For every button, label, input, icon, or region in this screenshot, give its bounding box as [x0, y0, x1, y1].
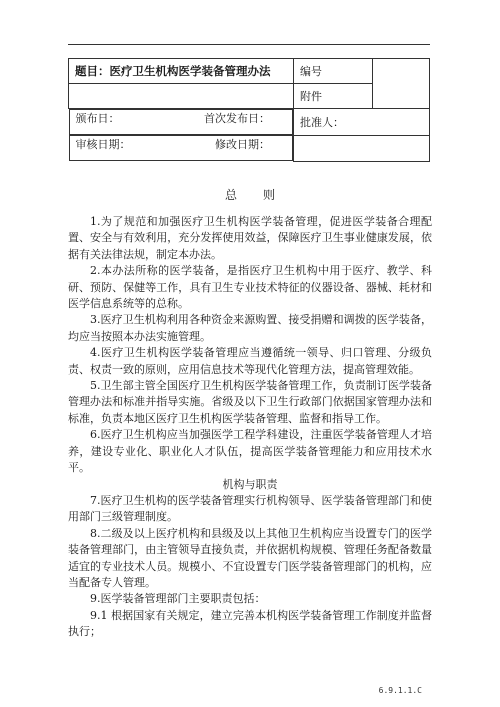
approver-cell [294, 109, 430, 136]
section-title-char-2: 则 [263, 188, 276, 202]
document-code: 6.9.1.1.C [378, 686, 422, 695]
issue-date-label: 颁布日： [75, 112, 120, 125]
issue-row [69, 109, 294, 135]
article-paragraph: 9.医学装备管理部门主要职责包括： [90, 592, 266, 606]
article-paragraph: 4.医疗卫生机构医学装备管理应当遵循统一领导、归口管理、分级负责、权责一致的原则，应用信息技术等现代化管理方法，提高管理效能。 [68, 346, 432, 376]
attachment-label: 附件 [294, 84, 373, 109]
article-paragraph: 7.医疗卫生机构的医学装备管理实行机构领导、医学装备管理部门和使用部门三级管理制度。 [68, 493, 432, 524]
subsection-heading: 机构与职责 [222, 477, 278, 491]
top-rule [68, 44, 430, 45]
approver-signature-cell [294, 135, 430, 161]
article-paragraph: 5.卫生部主管全国医疗卫生机构医学装备管理工作，负责制订医学装备管理办法和标准并指导实施。省级及以下卫生行政部门依据国家管理办法和标准，负责本地区医疗卫生机构医学装备管理、监督和指导工作。 [68, 379, 432, 425]
title-continuation [69, 84, 294, 109]
article-paragraph: 1.为了规范和加强医疗卫生机构医学装备管理，促进医学装备合理配置、安全与有效利用，充分发挥使用效益，保障医疗卫生事业健康发展，依据有关法律法规，制定本办法。 [68, 215, 432, 261]
article-paragraph: 9.1 根据国家有关规定，建立完善本机构医学装备管理工作制度并监督执行； [68, 608, 432, 639]
review-date-label: 审核日期： [75, 138, 131, 151]
document-body [68, 214, 432, 641]
approver-label: 批准人： [300, 115, 344, 129]
section-title-char-1: 总 [224, 188, 237, 202]
article-paragraph: 2.本办法所称的医学装备，是指医疗卫生机构中用于医疗、教学、科研、预防、保健等工作，具有卫生专业技术特征的仪器设备、器械、耗材和医学信息系统等的总称。 [68, 264, 432, 311]
first-issue-label: 首次发布日： [204, 112, 270, 125]
review-row [69, 135, 294, 161]
blank-cell [373, 59, 430, 109]
section-title [0, 186, 500, 203]
article-paragraph: 6.医疗卫生机构应当加强医学工程学科建设，注重医学装备管理人才培养，建设专业化、职业化人才队伍，提高医学装备管理能力和应用技术水平。 [68, 428, 432, 475]
revise-date-label: 修改日期： [215, 138, 270, 151]
article-paragraph: 8.二级及以上医疗机构和县级及以上其他卫生机构应当设置专门的医学装备管理部门，由主管领导直接负责，并依据机构规模、管理任务配备数量适宜的专业技术人员。规模小、不宜设置专门医学装备管理部门的机构，应当配备专人管理。 [68, 526, 432, 589]
number-label: 编号 [294, 59, 373, 84]
document-header-table [68, 58, 430, 162]
document-title: 题目：医疗卫生机构医学装备管理办法 [69, 59, 294, 84]
article-paragraph: 3.医疗卫生机构利用各种资金来源购置、接受捐赠和调拨的医学装备，均应当按照本办法实施管理。 [68, 313, 432, 343]
